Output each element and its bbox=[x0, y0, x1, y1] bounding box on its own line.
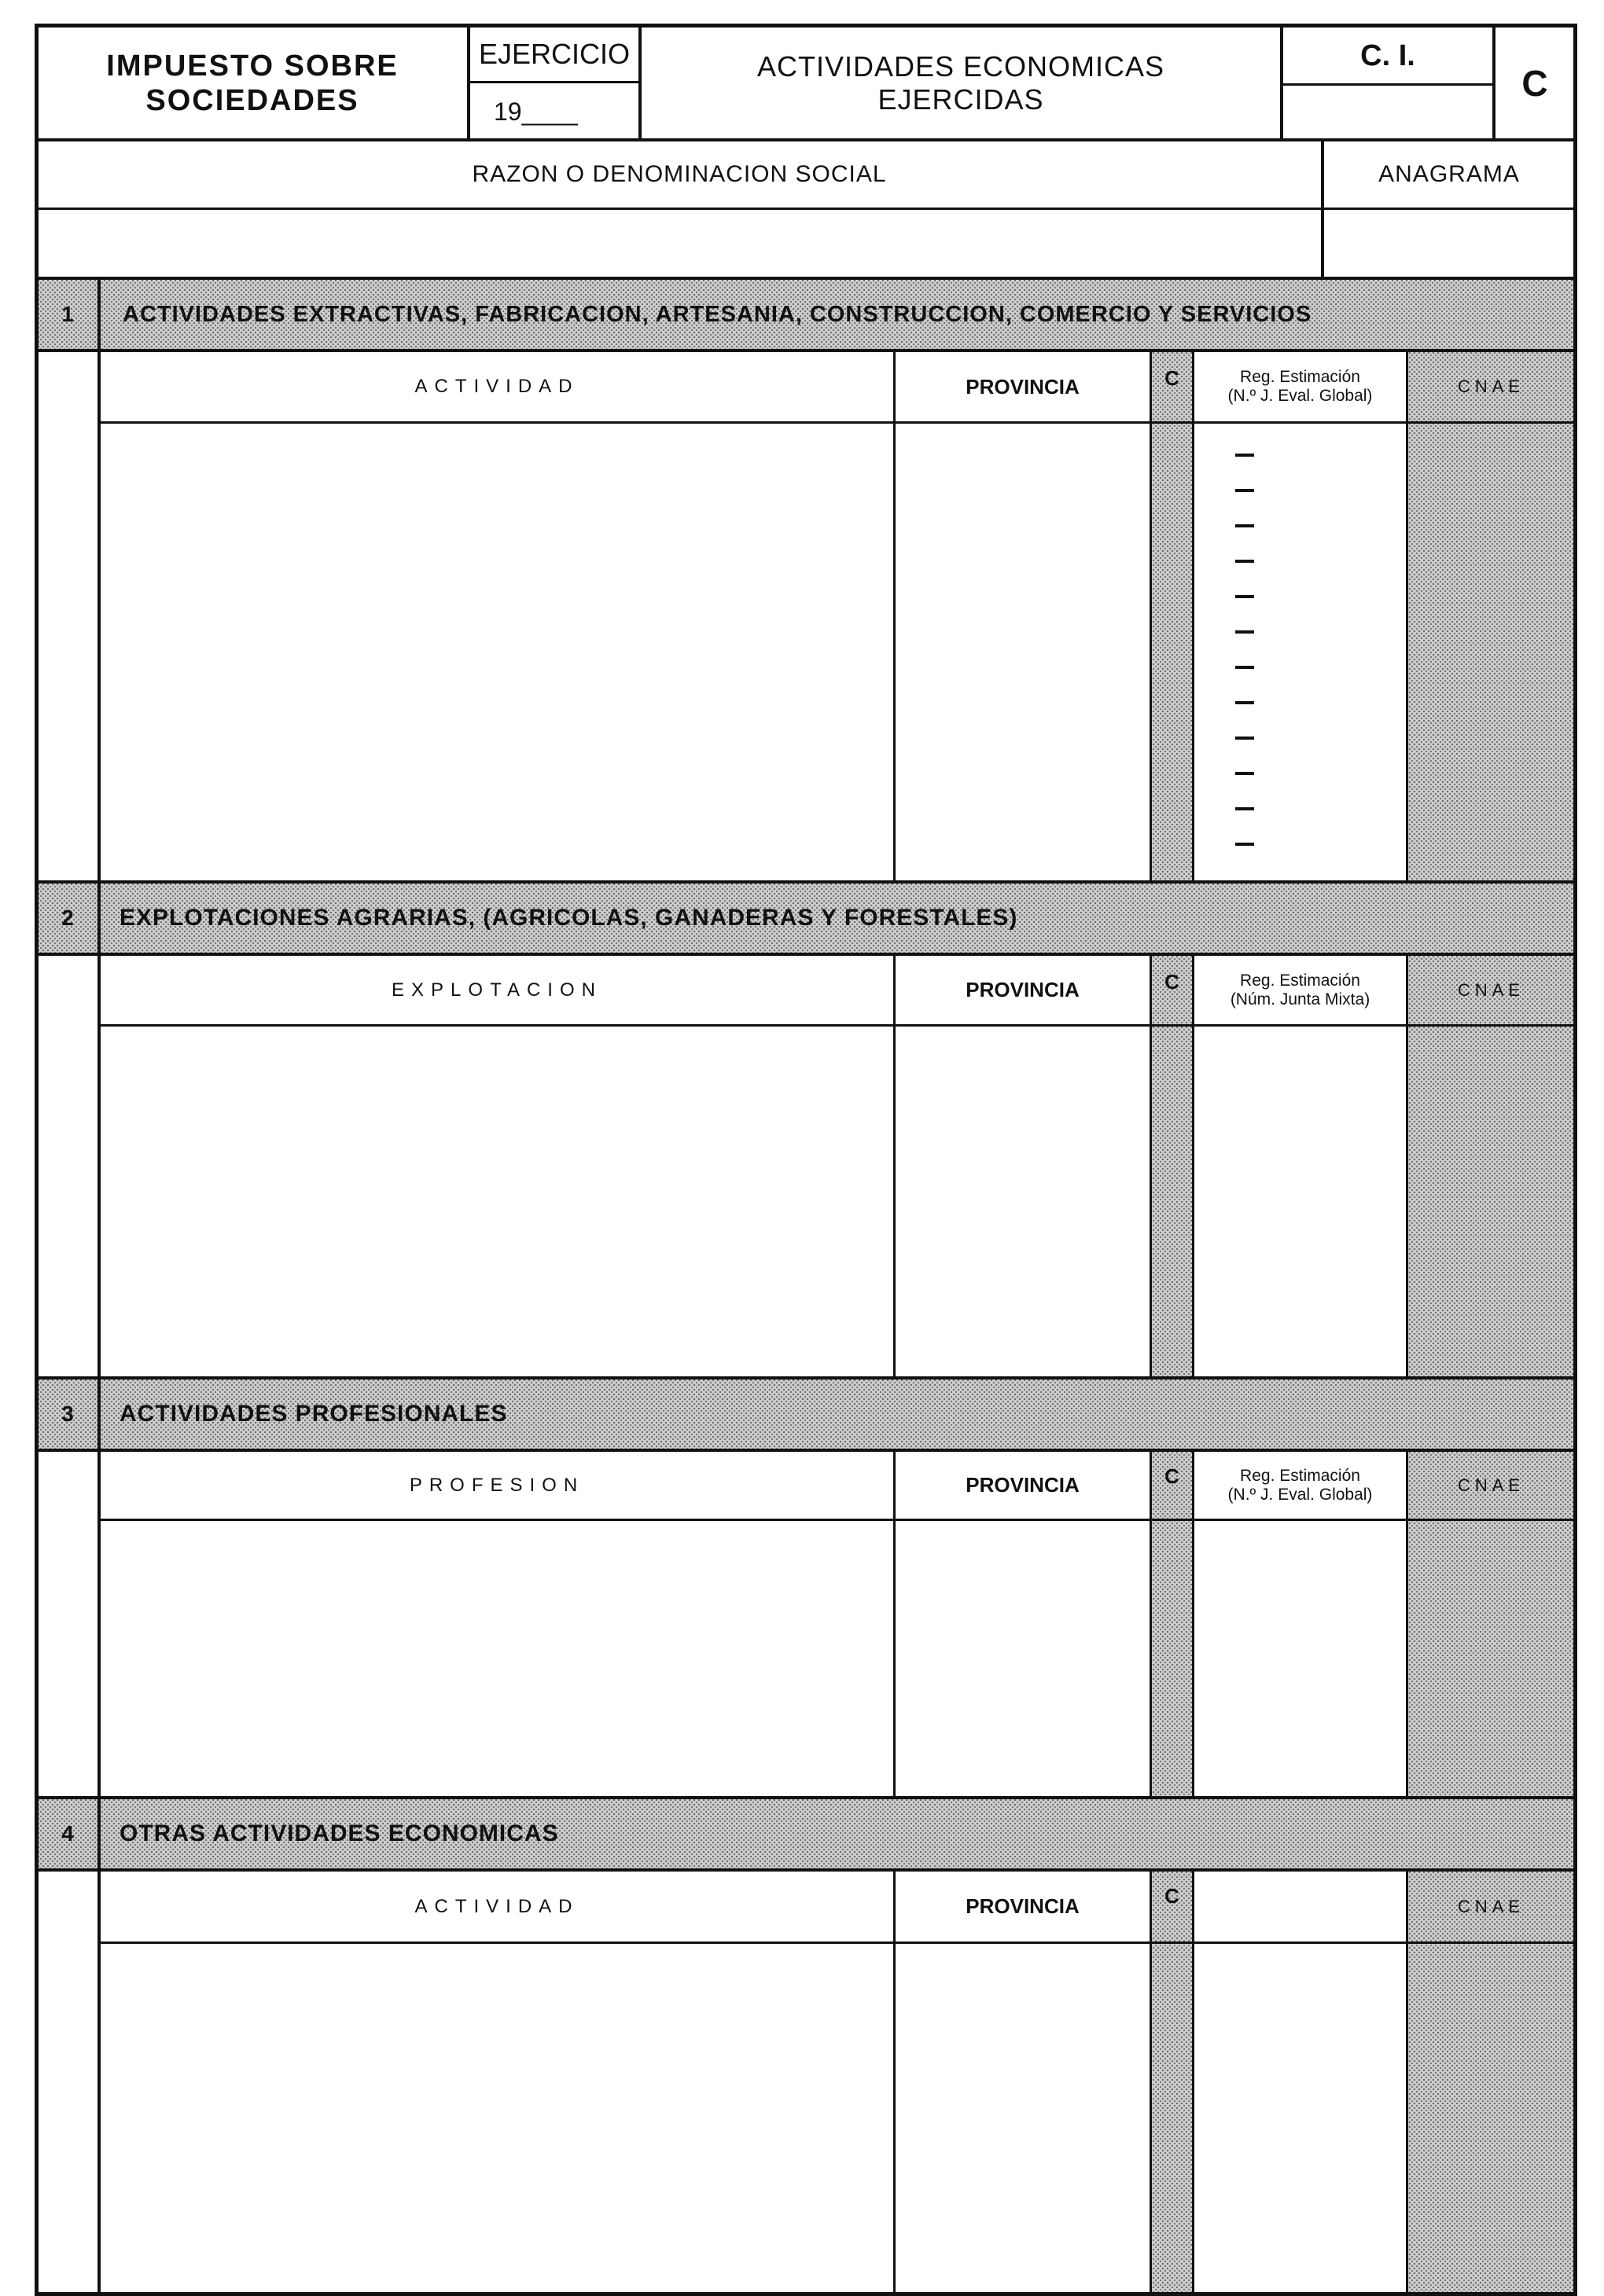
form-title bbox=[642, 28, 1280, 138]
s2-col-provincia: PROVINCIA bbox=[966, 978, 1080, 1001]
form-title-line2: EJERCIDAS bbox=[877, 83, 1044, 116]
frame-top bbox=[35, 24, 1577, 28]
s1-col-actividad: ACTIVIDAD bbox=[414, 376, 579, 397]
razon-social-label: RAZON O DENOMINACION SOCIAL bbox=[472, 161, 887, 187]
s1-col-c: C bbox=[1164, 366, 1179, 390]
cnae-column-shade-1 bbox=[1407, 351, 1576, 882]
reg-dash bbox=[1235, 843, 1254, 846]
s3-col-c: C bbox=[1164, 1464, 1179, 1488]
ejercicio-split bbox=[467, 81, 642, 83]
reg-dash bbox=[1235, 630, 1254, 634]
s1-entry-area[interactable] bbox=[101, 424, 1150, 880]
s3-col-reg-line2: (N.º J. Eval. Global) bbox=[1227, 1485, 1373, 1504]
ci-split bbox=[1280, 83, 1494, 86]
section-2-number: 2 bbox=[61, 906, 74, 930]
s2-col-reg-line2: (Núm. Junta Mixta) bbox=[1230, 990, 1370, 1008]
section-3-number: 3 bbox=[61, 1401, 74, 1426]
s1-reg-entry-area[interactable] bbox=[1194, 424, 1406, 880]
ejercicio-label: EJERCICIO bbox=[478, 38, 631, 70]
s4-col-cnae: CNAE bbox=[1457, 1896, 1525, 1916]
ejercicio-year-field[interactable]: 19____ bbox=[494, 97, 578, 126]
s4-col-actividad: ACTIVIDAD bbox=[414, 1895, 579, 1917]
s3-col-reg bbox=[1194, 1452, 1406, 1519]
s1-col-reg-line2: (N.º J. Eval. Global) bbox=[1227, 387, 1373, 405]
anagrama-field[interactable] bbox=[1324, 210, 1574, 277]
s1-col-reg-line1: Reg. Estimación bbox=[1240, 368, 1360, 386]
s2-col-c: C bbox=[1164, 970, 1179, 994]
ci-label: C. I. bbox=[1360, 39, 1415, 72]
s1-prov-divider bbox=[1150, 351, 1152, 882]
s1-reg-divider bbox=[1406, 351, 1408, 882]
tax-title bbox=[38, 28, 467, 138]
reg-dash bbox=[1235, 595, 1254, 598]
form-title-line1: ACTIVIDADES ECONOMICAS bbox=[756, 50, 1165, 83]
c-column-shade-1 bbox=[1151, 351, 1194, 882]
s2-entry-area[interactable] bbox=[101, 1027, 1406, 1376]
frame-bottom bbox=[35, 2292, 1577, 2296]
s1-col-cnae: CNAE bbox=[1457, 377, 1525, 396]
ci-value-field[interactable] bbox=[1283, 86, 1492, 138]
s4-col-c: C bbox=[1164, 1884, 1179, 1908]
section-4-title: OTRAS ACTIVIDADES ECONOMICAS bbox=[120, 1820, 559, 1846]
reg-dash bbox=[1235, 560, 1254, 563]
reg-dash bbox=[1235, 489, 1254, 492]
s2-col-reg bbox=[1194, 956, 1406, 1024]
reg-dash bbox=[1235, 772, 1254, 775]
s3-col-reg-line1: Reg. Estimación bbox=[1240, 1466, 1360, 1485]
tax-title-line2: SOCIEDADES bbox=[145, 84, 359, 117]
section-3-title: ACTIVIDADES PROFESIONALES bbox=[120, 1401, 508, 1427]
s1-col-provincia: PROVINCIA bbox=[966, 374, 1080, 399]
reg-dash bbox=[1235, 666, 1254, 669]
razon-social-field[interactable] bbox=[38, 210, 1321, 277]
reg-dash bbox=[1235, 807, 1254, 810]
form-letter: C bbox=[1521, 63, 1548, 104]
section-4-number: 4 bbox=[61, 1821, 74, 1846]
s2-col-explotacion: EXPLOTACION bbox=[392, 979, 602, 1001]
s3-col-provincia: PROVINCIA bbox=[966, 1473, 1080, 1497]
reg-dash bbox=[1235, 454, 1254, 457]
tax-title-line1: IMPUESTO SOBRE bbox=[106, 50, 399, 83]
section-1-title: ACTIVIDADES EXTRACTIVAS, FABRICACION, ARTESANIA, CONSTRUCCION, COMERCIO Y SERVICIOS bbox=[123, 301, 1312, 327]
reg-dash bbox=[1235, 701, 1254, 704]
s2-col-cnae: CNAE bbox=[1457, 979, 1525, 1000]
s1-col-reg bbox=[1194, 352, 1406, 421]
reg-dash bbox=[1235, 524, 1254, 527]
s3-entry-area[interactable] bbox=[101, 1521, 1406, 1796]
anagrama-label: ANAGRAMA bbox=[1378, 161, 1520, 187]
s2-col-reg-line1: Reg. Estimación bbox=[1240, 971, 1360, 990]
section-1-number: 1 bbox=[61, 302, 74, 326]
s4-col-provincia: PROVINCIA bbox=[966, 1894, 1080, 1918]
s4-entry-area[interactable] bbox=[101, 1944, 1406, 2292]
frame-left bbox=[35, 24, 39, 2296]
s3-col-profesion: PROFESION bbox=[409, 1474, 585, 1496]
reg-dash bbox=[1235, 737, 1254, 740]
section-2-title: EXPLOTACIONES AGRARIAS, (AGRICOLAS, GANADERAS Y FORESTALES) bbox=[120, 905, 1018, 931]
s3-col-cnae: CNAE bbox=[1457, 1475, 1525, 1495]
